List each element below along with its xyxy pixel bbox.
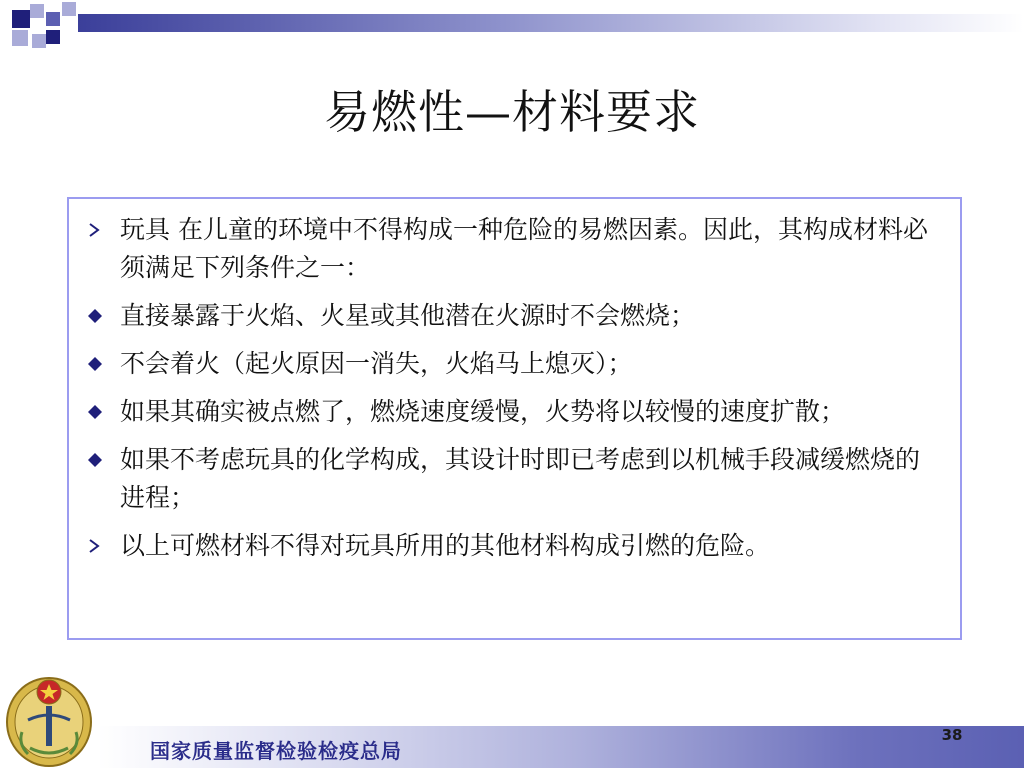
customs-emblem-icon <box>0 662 98 768</box>
arrow-bullet-icon <box>85 220 105 240</box>
decor-square <box>12 30 28 46</box>
decor-square <box>46 30 60 44</box>
decor-square <box>32 34 46 48</box>
list-item <box>69 393 960 431</box>
list-item-text: 玩具 在儿童的环境中不得构成一种危险的易燃因素。因此，其构成材料必须满足下列条件之一： <box>120 215 928 282</box>
slide-title: 易燃性—材料要求 <box>324 85 700 139</box>
list-item <box>69 441 960 517</box>
content-box <box>67 197 962 640</box>
decor-square <box>62 2 76 16</box>
list-item-text: 如果不考虑玩具的化学构成，其设计时即已考虑到以机械手段减缓燃烧的进程； <box>120 445 921 512</box>
page-number: 38 <box>941 726 963 744</box>
list-item <box>69 527 960 565</box>
list-item-text: 直接暴露于火焰、火星或其他潜在火源时不会燃烧； <box>120 301 696 330</box>
decor-square <box>12 10 30 28</box>
diamond-bullet-icon <box>85 354 105 374</box>
decor-square <box>46 12 60 26</box>
diamond-bullet-icon <box>85 402 105 422</box>
bullet-list <box>69 211 960 575</box>
header-bar <box>78 14 1024 32</box>
list-item <box>69 345 960 383</box>
list-item-text: 不会着火（起火原因一消失，火焰马上熄灭）； <box>120 349 633 378</box>
arrow-bullet-icon <box>85 536 105 556</box>
diamond-bullet-icon <box>85 450 105 470</box>
list-item <box>69 297 960 335</box>
decor-square <box>30 4 44 18</box>
list-item <box>69 211 960 287</box>
list-item-text: 如果其确实被点燃了，燃烧速度缓慢，火势将以较慢的速度扩散； <box>120 397 846 426</box>
footer-organization: 国家质量监督检验检疫总局 <box>150 739 402 763</box>
list-item-text: 以上可燃材料不得对玩具所用的其他材料构成引燃的危险。 <box>120 531 771 560</box>
diamond-bullet-icon <box>85 306 105 326</box>
